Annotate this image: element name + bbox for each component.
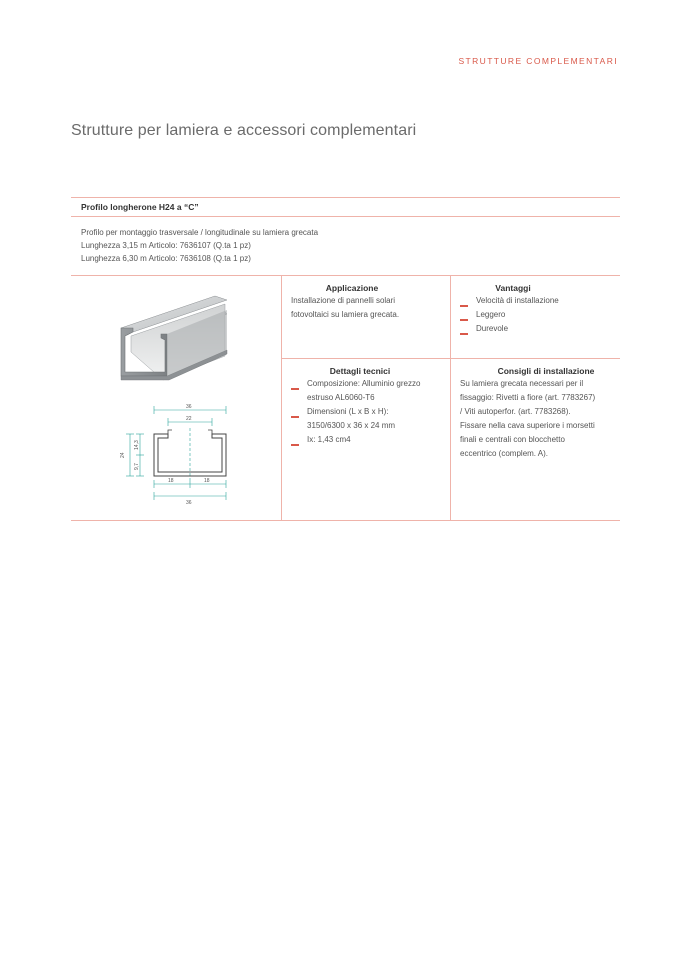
page-title: Strutture per lamiera e accessori complementari	[71, 122, 417, 139]
rule-under-name	[71, 216, 620, 217]
vantaggi-item: Velocità di installazione	[460, 294, 620, 308]
consigli-title: Consigli di installazione	[497, 366, 595, 376]
rule-bottom	[71, 520, 620, 521]
applicazione-title: Applicazione	[325, 283, 379, 293]
vantaggi-list	[460, 294, 620, 336]
applicazione-line: fotovoltaici su lamiera grecata.	[291, 310, 400, 319]
dim-bottom-width: 36	[186, 500, 192, 506]
applicazione-text	[291, 294, 446, 322]
vantaggi-item: Durevole	[460, 322, 620, 336]
rule-under-desc	[71, 275, 620, 276]
vrule-left	[281, 275, 282, 520]
consigli-line: finali e centrali con blocchetto	[460, 435, 565, 444]
vrule-right	[450, 275, 451, 520]
product-description-line: Lunghezza 6,30 m Articolo: 7636108 (Q.ta 1 pz)	[81, 254, 251, 263]
dim-top-width: 36	[186, 404, 192, 410]
dim-height: 24	[120, 452, 126, 458]
dim-lower-height: 9,7	[134, 463, 140, 470]
dettagli-item	[291, 405, 449, 433]
dettagli-item	[291, 433, 449, 447]
dettagli-line: Dimensioni (L x B x H):	[307, 407, 389, 416]
dim-inner-opening: 22	[186, 416, 192, 422]
dettagli-line: Composizione: Alluminio grezzo	[307, 379, 421, 388]
consigli-text	[460, 377, 625, 461]
product-description-line: Lunghezza 3,15 m Articolo: 7636107 (Q.ta 1 pz)	[81, 241, 251, 250]
product-name: Profilo longherone H24 a “C”	[81, 202, 199, 212]
section-label: STRUTTURE COMPLEMENTARI	[458, 56, 618, 66]
vantaggi-item: Leggero	[460, 308, 620, 322]
dim-half-right: 18	[204, 478, 210, 484]
consigli-line: / Viti autoperfor. (art. 7783268).	[460, 407, 571, 416]
dim-half-left: 18	[168, 478, 174, 484]
vantaggi-title: Vantaggi	[495, 283, 531, 293]
applicazione-line: Installazione di pannelli solari	[291, 296, 396, 305]
product-description-line: Profilo per montaggio trasversale / longitudinale su lamiera grecata	[81, 228, 319, 237]
profile-3d-image	[115, 292, 233, 386]
consigli-line: Su lamiera grecata necessari per il	[460, 379, 584, 388]
consigli-line: Fissare nella cava superiore i morsetti	[460, 421, 595, 430]
consigli-line: eccentrico (complem. A).	[460, 449, 549, 458]
dim-upper-height: 14,3	[134, 440, 140, 450]
dettagli-line: estruso AL6060-T6	[307, 393, 375, 402]
dettagli-item	[291, 377, 449, 405]
dettagli-line: Ix: 1,43 cm4	[307, 435, 351, 444]
consigli-line: fissaggio: Rivetti a fiore (art. 7783267)	[460, 393, 596, 402]
dettagli-list	[291, 377, 449, 447]
dettagli-title: Dettagli tecnici	[329, 366, 391, 376]
dettagli-line: 3150/6300 x 36 x 24 mm	[307, 421, 396, 430]
rule-top	[71, 197, 620, 198]
profile-section-drawing	[110, 400, 236, 506]
